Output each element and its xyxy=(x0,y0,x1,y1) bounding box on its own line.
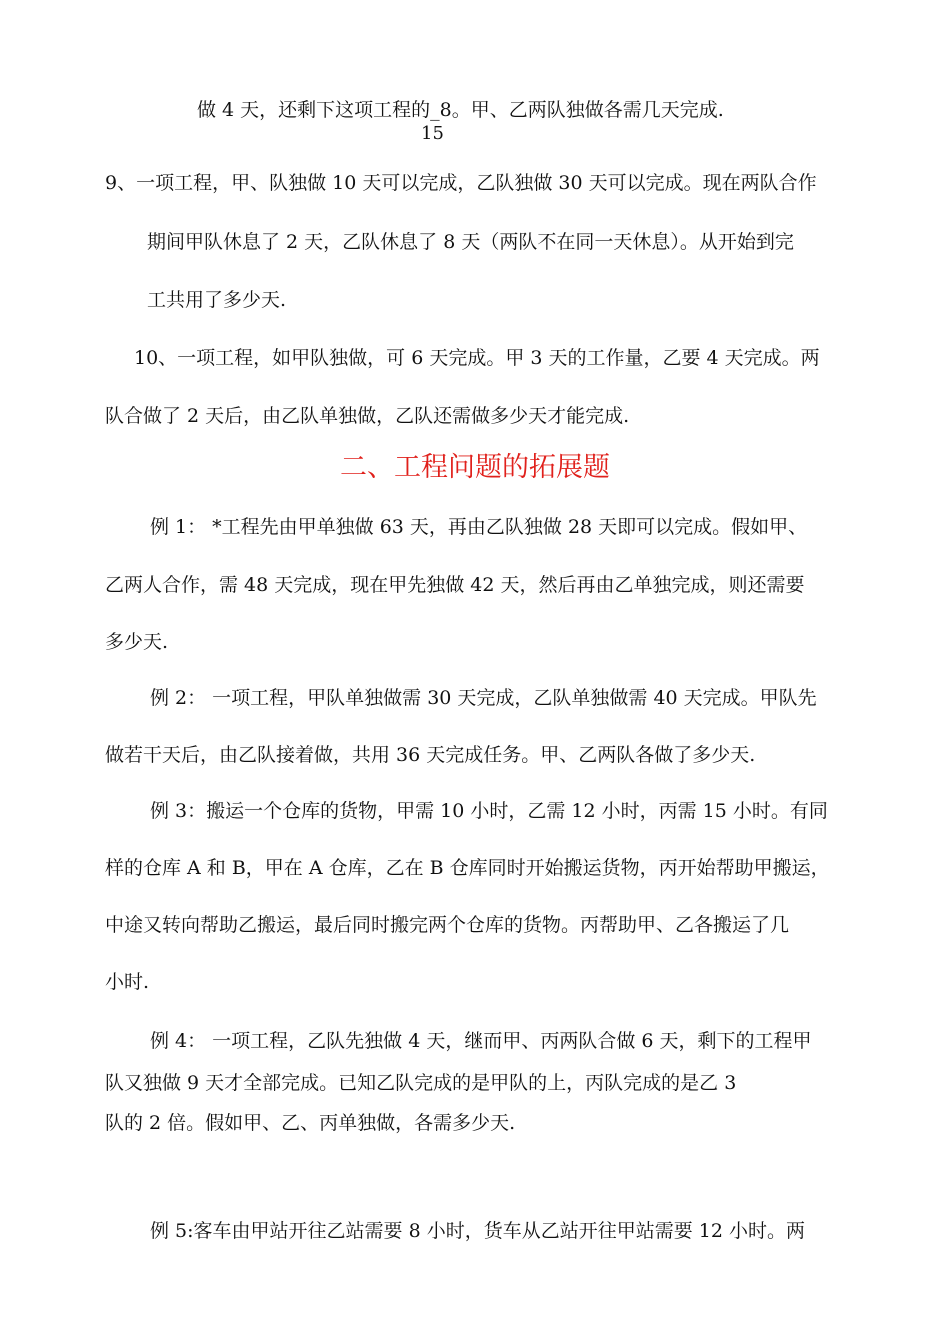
example-3-line-2: 样的仓库 A 和 B，甲在 A 仓库，乙在 B 仓库同时开始搬运货物，丙开始帮助甲搬运， xyxy=(105,857,830,879)
section-heading: 二、工程问题的拓展题 xyxy=(340,452,610,483)
example-3-line-4: 小时. xyxy=(105,971,150,993)
example-1-line-3: 多少天. xyxy=(105,631,169,653)
example-2-line-1: 例 2： 一项工程，甲队单独做需 30 天完成，乙队单独做需 40 天完成。甲队先 xyxy=(150,687,817,709)
question-9-line-1: 9、一项工程，甲、队独做 10 天可以完成，乙队独做 30 天可以完成。现在两队合作 xyxy=(105,172,817,194)
example-3-line-3: 中途又转向帮助乙搬运，最后同时搬完两个仓库的货物。丙帮助甲、乙各搬运了几 xyxy=(105,914,790,936)
question-9-line-2: 期间甲队休息了 2 天，乙队休息了 8 天（两队不在同一天休息）。从开始到完 xyxy=(147,231,794,253)
question-10-line-2: 队合做了 2 天后，由乙队单独做，乙队还需做多少天才能完成. xyxy=(105,405,630,427)
fraction-denominator: 15 xyxy=(421,123,444,144)
example-1-line-1: 例 1： *工程先由甲单独做 63 天，再由乙队独做 28 天即可以完成。假如甲、 xyxy=(150,516,808,538)
example-5-line-1: 例 5:客车由甲站开往乙站需要 8 小时，货车从乙站开往甲站需要 12 小时。两 xyxy=(150,1220,805,1242)
example-3-line-1: 例 3：搬运一个仓库的货物，甲需 10 小时，乙需 12 小时，丙需 15 小时。有同 xyxy=(150,800,828,822)
example-4-line-2: 队又独做 9 天才全部完成。已知乙队完成的是甲队的上，丙队完成的是乙 3 xyxy=(105,1072,737,1094)
question-10-line-1: 10、一项工程，如甲队独做，可 6 天完成。甲 3 天的工作量，乙要 4 天完成。两 xyxy=(134,347,820,369)
example-4-line-1: 例 4： 一项工程，乙队先独做 4 天，继而甲、丙两队合做 6 天，剩下的工程甲 xyxy=(150,1030,812,1052)
example-4-line-3: 队的 2 倍。假如甲、乙、丙单独做，各需多少天. xyxy=(105,1112,516,1134)
example-2-line-2: 做若干天后，由乙队接着做，共用 36 天完成任务。甲、乙两队各做了多少天. xyxy=(105,744,756,766)
text-line: 做 4 天，还剩下这项工程的_8。甲、乙两队独做各需几天完成. xyxy=(197,99,724,121)
question-9-line-3: 工共用了多少天. xyxy=(147,289,287,311)
example-1-line-2: 乙两人合作，需 48 天完成，现在甲先独做 42 天，然后再由乙单独完成，则还需要 xyxy=(105,574,805,596)
